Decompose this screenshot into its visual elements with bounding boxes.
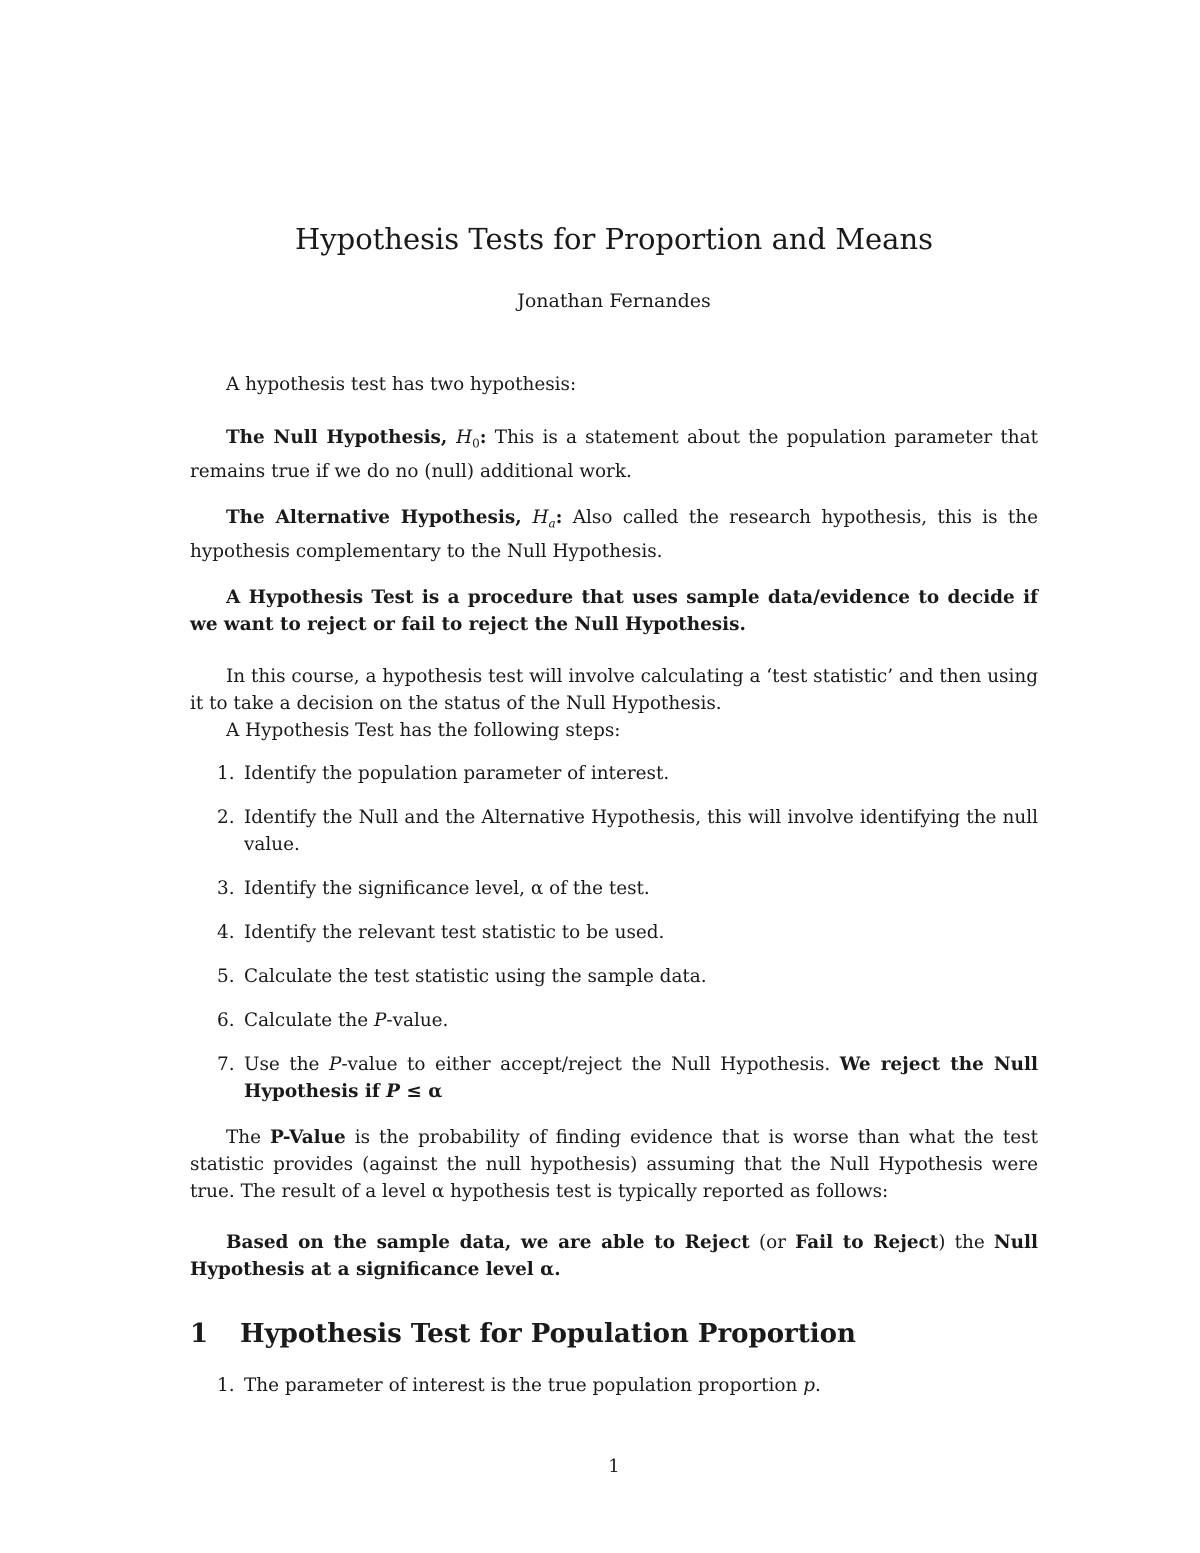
list-item — [190, 760, 1038, 787]
p-symbol: P — [386, 1081, 400, 1102]
null-colon: : — [479, 427, 487, 448]
alt-hypothesis-text: Also called the research hypothesis, this is the hypothesis complementary to the Null Hypothesis. — [190, 507, 1038, 562]
report-part: Based on the sample data, we are able to — [226, 1232, 685, 1253]
reject-rule-condition: ≤ α — [400, 1081, 443, 1102]
list-item — [190, 919, 1038, 946]
step-number: 6. — [217, 1010, 235, 1031]
report-fail-to-reject: Fail to Reject — [795, 1232, 939, 1253]
report-reject: Reject — [684, 1232, 750, 1253]
step-text-pre: Calculate the — [244, 1010, 374, 1031]
step-text-post: -value to either accept/reject the Null Hypothesis. — [341, 1054, 840, 1075]
alt-symbol: H — [532, 507, 549, 528]
p-symbol: p — [803, 1375, 815, 1396]
step-number: 5. — [217, 966, 235, 987]
p-symbol: P — [328, 1054, 342, 1075]
section-number: 1 — [190, 1319, 209, 1349]
test-definition: A Hypothesis Test is a procedure that uses sample data/evidence to decide if we want to reject or fail to reject the Null Hypothesis. — [190, 587, 1038, 635]
null-hypothesis-text: This is a statement about the population parameter that remains true if we do no (null) additional work. — [190, 427, 1039, 482]
item-text-post: . — [814, 1375, 821, 1396]
alt-subscript: a — [548, 516, 556, 531]
p-value-text: is the probability of finding evidence that is worse than what the test statistic provides (against the null hypothesis) assuming that the Null Hypothesis were true. The result of a level α hypothesis test is typically reported as follows: — [190, 1127, 1038, 1202]
steps-list — [190, 760, 1038, 1105]
item-number: 1. — [217, 1375, 235, 1396]
author-name: Jonathan Fernandes — [517, 290, 711, 312]
item-text-pre: The parameter of interest is the true population proportion — [244, 1375, 804, 1396]
report-part: Null Hypothesis at a significance level α. — [190, 1232, 1038, 1280]
step-text: Identify the significance level, α of the test. — [244, 878, 650, 899]
step-number: 3. — [217, 878, 235, 899]
section-heading — [190, 1319, 856, 1349]
report-statement — [190, 1229, 1038, 1283]
p-value-term: P-Value — [270, 1127, 346, 1148]
p-value-paragraph — [190, 1124, 1038, 1205]
step-number: 7. — [217, 1054, 235, 1075]
step-text: Identify the population parameter of interest. — [244, 763, 670, 784]
report-part: ) the — [938, 1232, 994, 1253]
alt-colon: : — [555, 507, 563, 528]
reject-rule: We reject the Null Hypothesis if — [244, 1054, 1038, 1102]
steps-intro: A Hypothesis Test has the following steps: — [226, 720, 621, 741]
step-text: Identify the Null and the Alternative Hypothesis, this will involve identifying the null value. — [244, 807, 1038, 855]
step-number: 2. — [217, 807, 235, 828]
list-item — [190, 875, 1038, 902]
intro-paragraph: A hypothesis test has two hypothesis: — [226, 374, 577, 395]
course-paragraph: In this course, a hypothesis test will involve calculating a ‘test statistic’ and then using it to take a decision on the status of the Null Hypothesis. — [190, 666, 1038, 714]
step-text: Calculate the test statistic using the sample data. — [244, 966, 707, 987]
step-number: 1. — [217, 763, 235, 784]
page-number: 1 — [608, 1456, 620, 1477]
report-part: (or — [749, 1232, 796, 1253]
section-title: Hypothesis Test for Population Proportion — [240, 1319, 856, 1349]
p-symbol: P — [374, 1010, 387, 1031]
list-item — [190, 963, 1038, 990]
step-text-pre: Use the — [244, 1054, 329, 1075]
step-number: 4. — [217, 922, 235, 943]
p-value-pre: The — [226, 1127, 271, 1148]
list-item — [190, 804, 1038, 858]
null-hypothesis-paragraph — [190, 424, 1038, 485]
list-item — [190, 1051, 1038, 1105]
document-title: Hypothesis Tests for Proportion and Means — [294, 222, 934, 256]
null-symbol: H — [456, 427, 473, 448]
step-text-post: -value. — [386, 1010, 449, 1031]
alt-hypothesis-paragraph — [190, 504, 1038, 565]
null-subscript: 0 — [472, 436, 480, 451]
null-hypothesis-label: The Null Hypothesis, — [226, 427, 457, 448]
list-item — [190, 1372, 1038, 1399]
step-text: Identify the relevant test statistic to be used. — [244, 922, 665, 943]
section-list — [190, 1372, 1038, 1399]
list-item — [190, 1007, 1038, 1034]
alt-hypothesis-label: The Alternative Hypothesis, — [226, 507, 533, 528]
